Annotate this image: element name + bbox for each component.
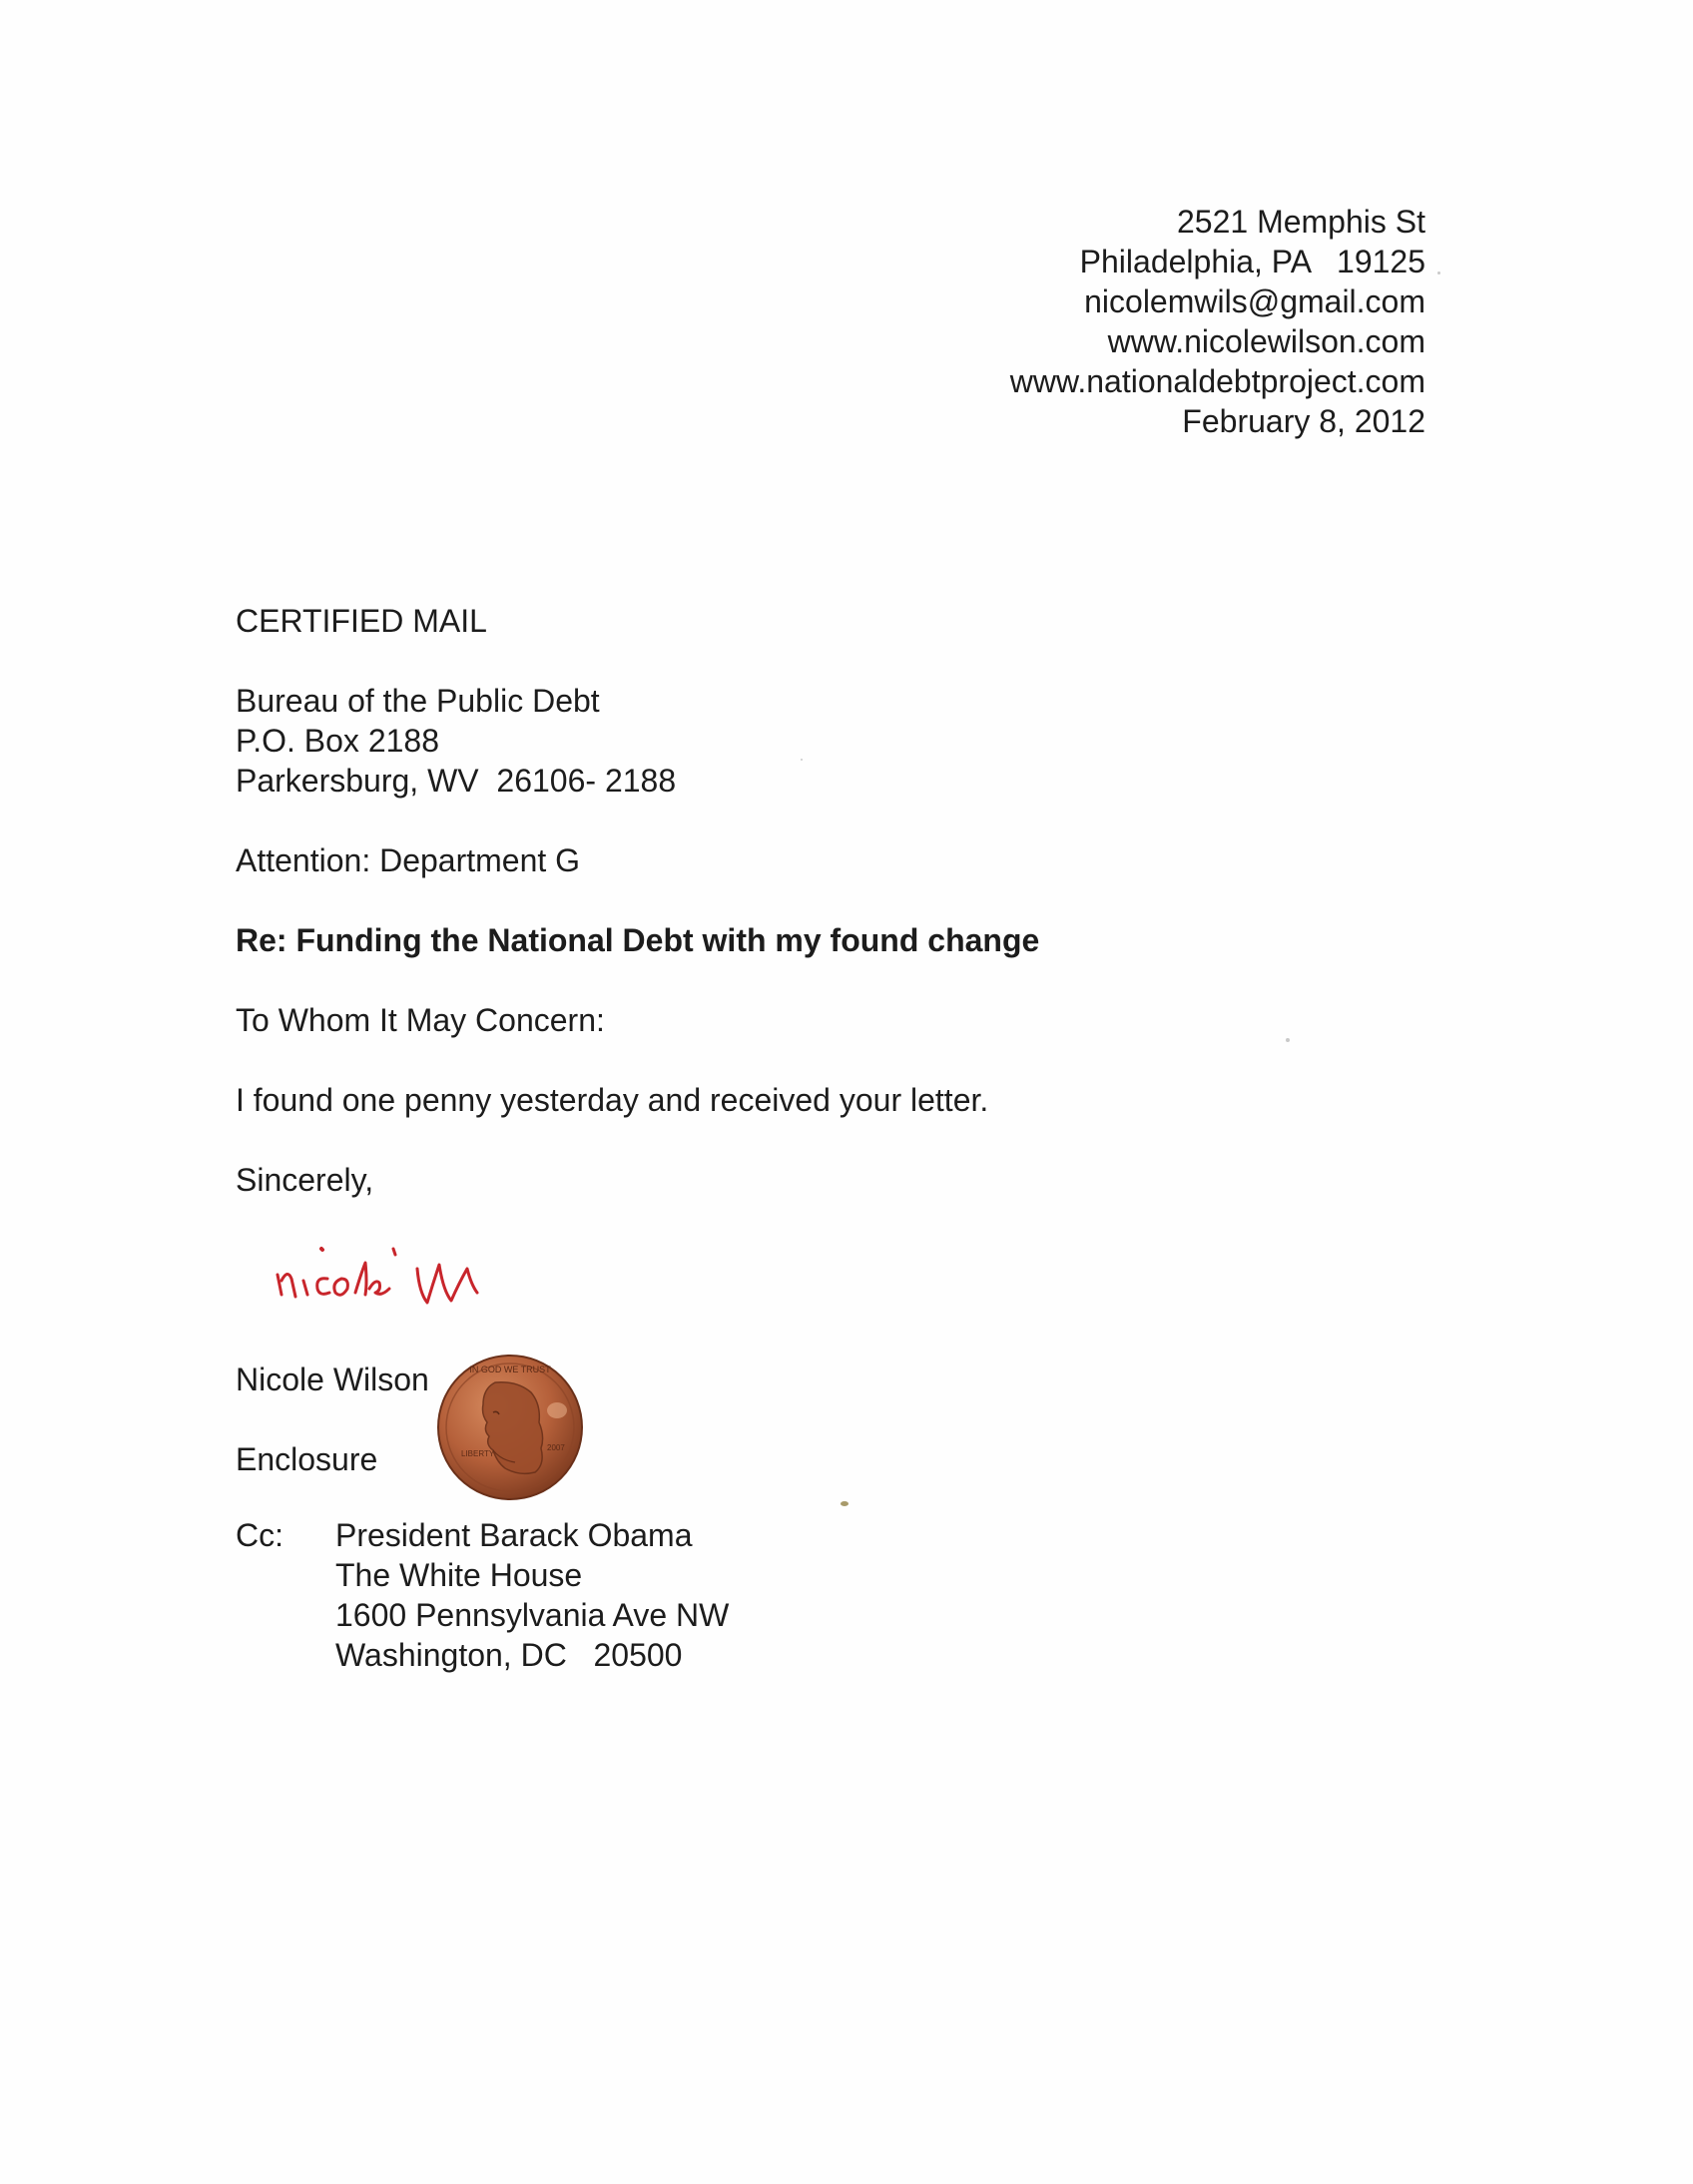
scan-speck — [841, 1501, 848, 1506]
sender-website-project: www.nationaldebtproject.com — [1009, 363, 1425, 399]
body-block — [236, 1080, 988, 1120]
penny-coin — [435, 1353, 585, 1502]
cc-line: Washington, DC 20500 — [335, 1637, 683, 1673]
enclosure-block — [236, 1439, 377, 1479]
handwritten-signature — [270, 1223, 599, 1323]
recipient-name: Bureau of the Public Debt — [236, 683, 600, 719]
enclosure-label: Enclosure — [236, 1441, 378, 1477]
coin-year: 2007 — [547, 1443, 565, 1452]
coin-text-left: LIBERTY — [461, 1449, 495, 1458]
scan-speck — [1437, 272, 1440, 274]
penny-coin-icon — [435, 1353, 585, 1502]
signer-name-block — [236, 1360, 429, 1399]
delivery-method: CERTIFIED MAIL — [236, 603, 487, 639]
cc-label: Cc: — [236, 1517, 283, 1553]
subject-block — [236, 920, 1039, 960]
recipient-city-state-zip: Parkersburg, WV 26106- 2188 — [236, 763, 677, 799]
body-paragraph: I found one penny yesterday and received your letter. — [236, 1082, 989, 1118]
recipient-po-box: P.O. Box 2188 — [236, 723, 439, 759]
salutation-block — [236, 1000, 605, 1040]
sender-city-state-zip: Philadelphia, PA 19125 — [1079, 244, 1425, 279]
delivery-method-block — [236, 601, 487, 641]
scan-speck — [1286, 1038, 1290, 1042]
sender-website-personal: www.nicolewilson.com — [1107, 323, 1425, 359]
cc-line: 1600 Pennsylvania Ave NW — [335, 1597, 730, 1633]
closing-block — [236, 1160, 373, 1200]
closing: Sincerely, — [236, 1162, 374, 1198]
cc-line: President Barack Obama — [335, 1517, 693, 1553]
cc-line: The White House — [335, 1557, 583, 1593]
subject-line: Re: Funding the National Debt with my found change — [236, 922, 1040, 958]
attention-block — [236, 840, 580, 880]
salutation: To Whom It May Concern: — [236, 1002, 605, 1038]
sender-address-block — [1010, 202, 1425, 441]
sender-street: 2521 Memphis St — [1176, 204, 1425, 240]
signer-name: Nicole Wilson — [236, 1362, 429, 1397]
signature-icon — [270, 1223, 599, 1323]
sender-email: nicolemwils@gmail.com — [1084, 283, 1425, 319]
letter-date: February 8, 2012 — [1182, 403, 1425, 439]
scan-speck — [801, 759, 803, 761]
coin-text-top: IN GOD WE TRUST — [469, 1365, 551, 1374]
attention-line: Attention: Department G — [236, 842, 581, 878]
recipient-address-block — [236, 681, 676, 801]
cc-address-block — [335, 1515, 729, 1675]
